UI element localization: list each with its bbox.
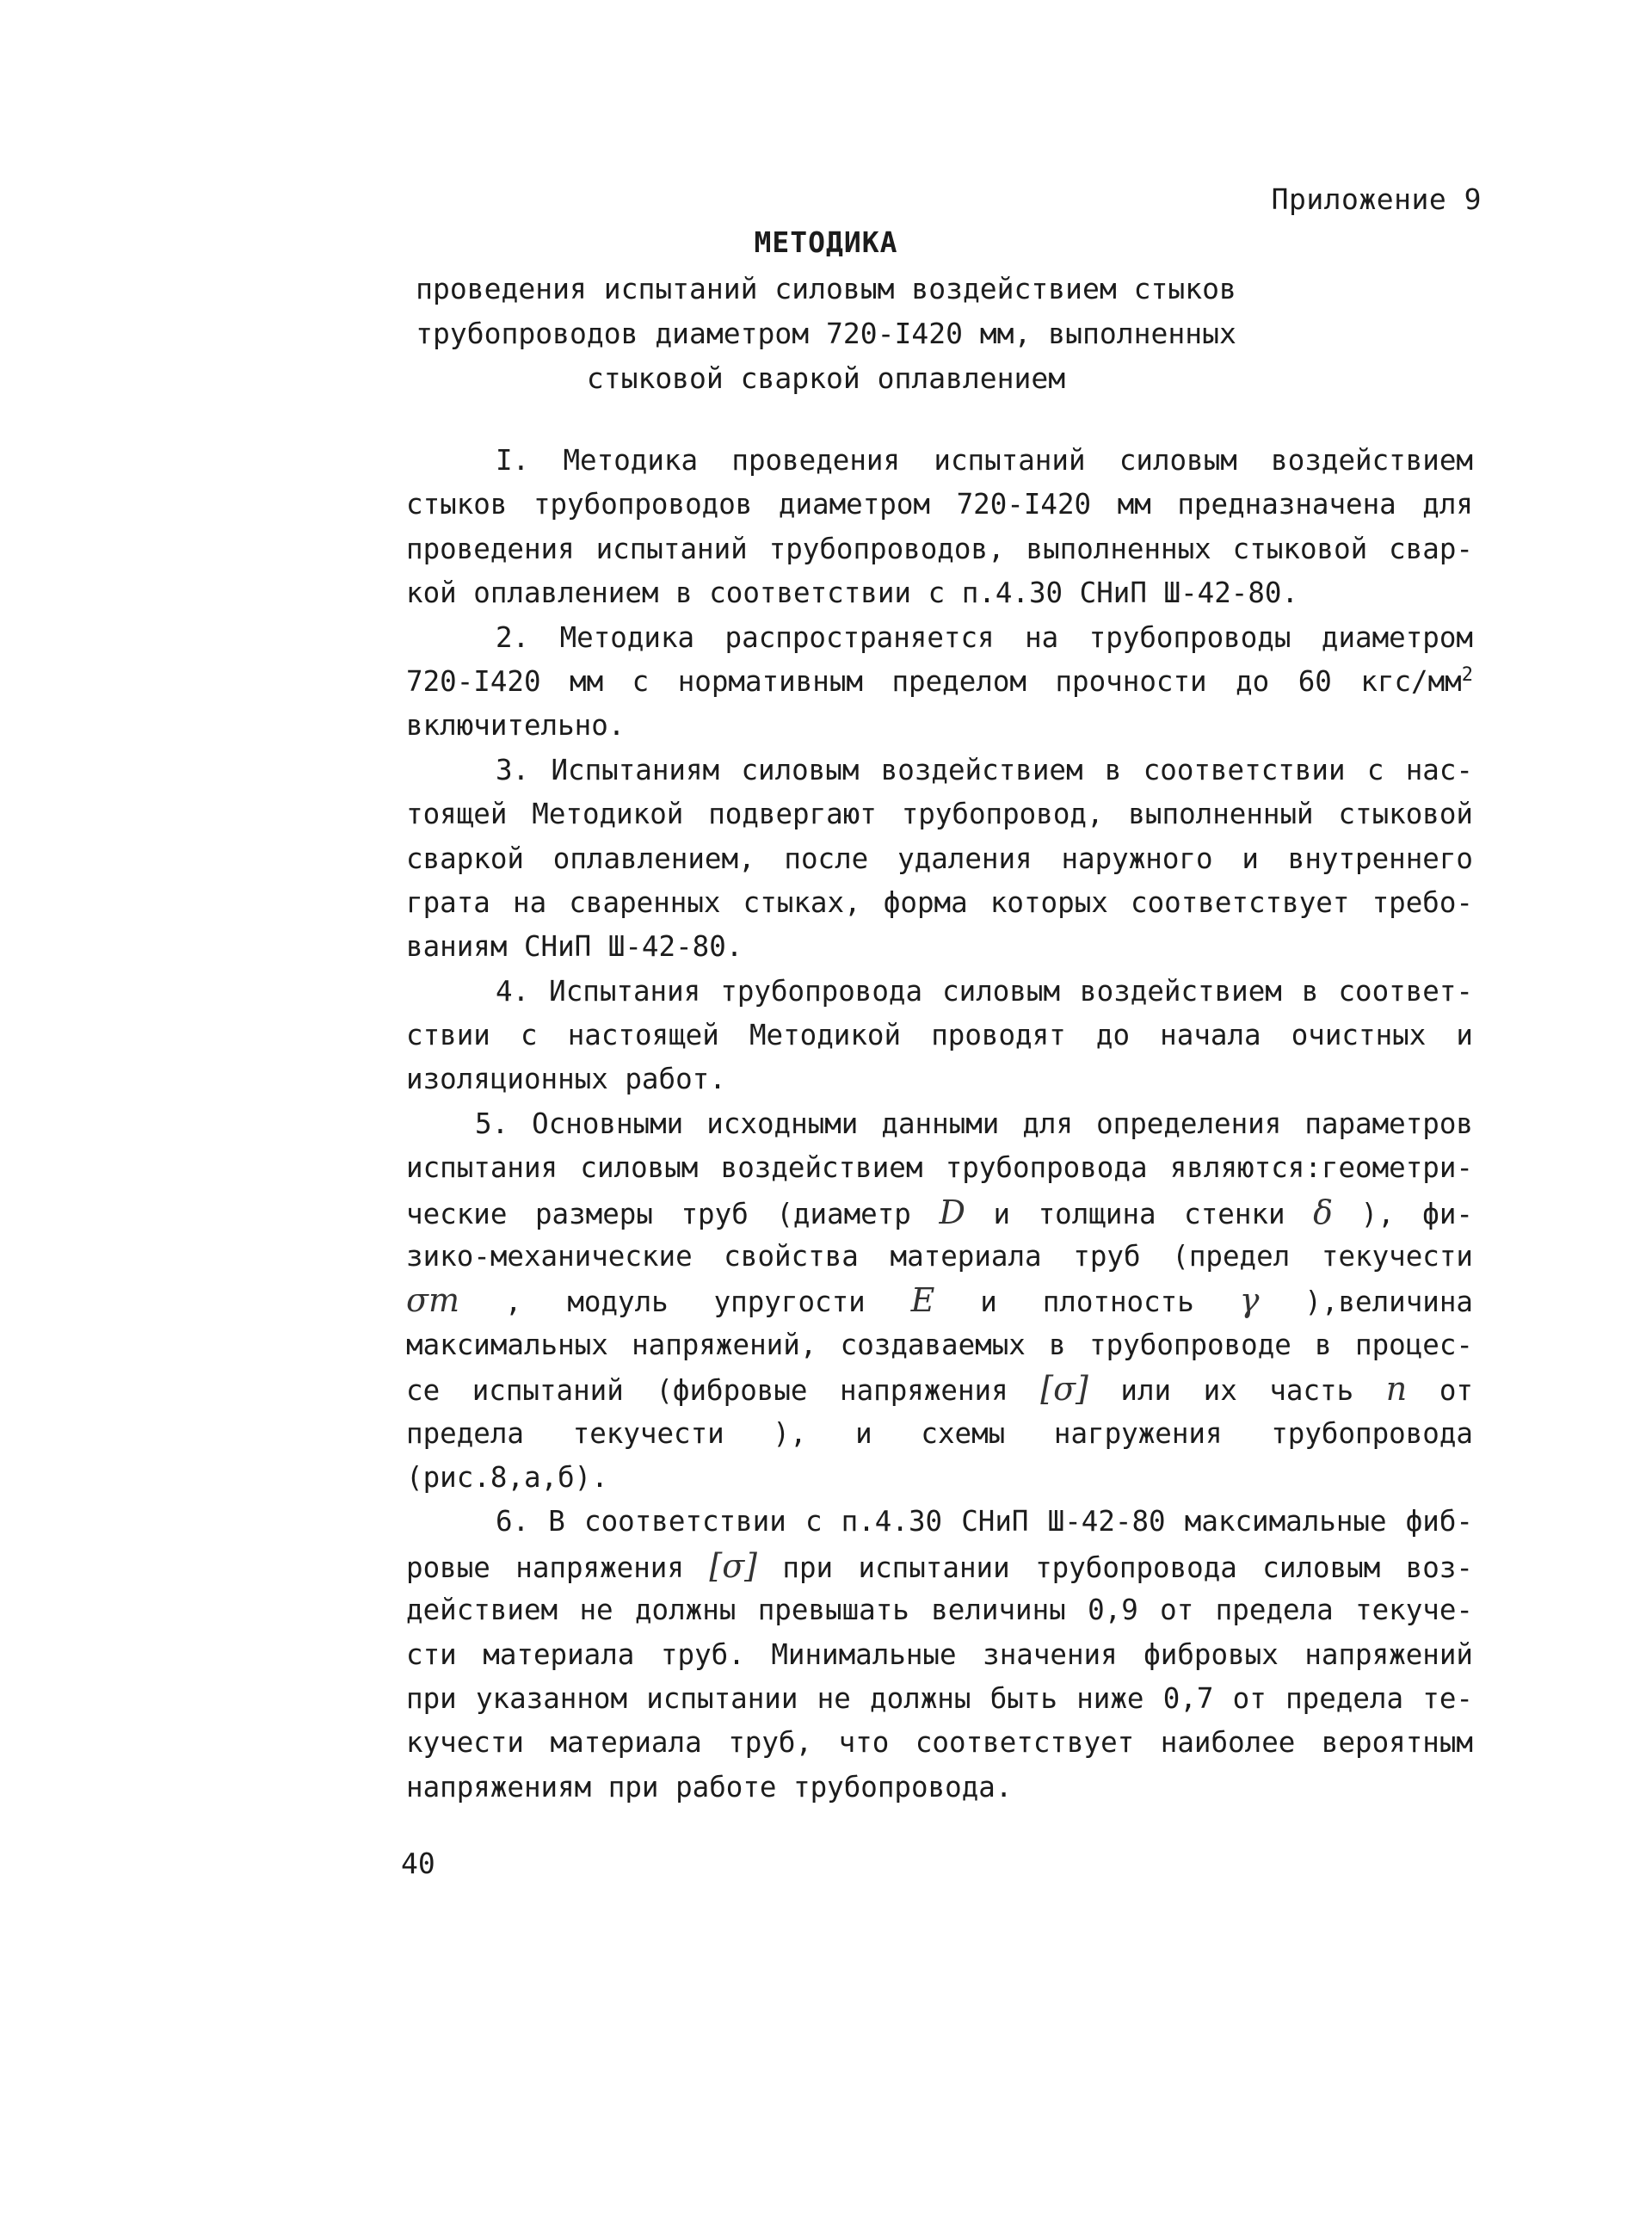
symbol-diameter: D xyxy=(939,1193,965,1231)
text-segment: ровые напряжения xyxy=(406,1551,684,1584)
symbol-fiber-stress: [σ] xyxy=(709,1546,757,1585)
text-segment: ),величина xyxy=(1304,1286,1473,1319)
text-segment: 720-I420 мм с нормативным пределом прочности до 60 кгс/мм xyxy=(406,664,1462,698)
symbol-density: γ xyxy=(1239,1281,1260,1320)
appendix-label: Приложение 9 xyxy=(1271,182,1482,216)
text-line: I. Методика проведения испытаний силовым воздействием xyxy=(496,444,1473,477)
text-line: 3. Испытаниям силовым воздействием в соответствии с нас- xyxy=(496,753,1473,786)
superscript: 2 xyxy=(1461,664,1473,687)
text-line: кой оплавлением в соответствии с п.4.30 СНиП Ш-42-80. xyxy=(406,577,1299,610)
text-line: действием не должны превышать величины 0,9 от предела текуче- xyxy=(406,1594,1473,1627)
text-line: кучести материала труб, что соответствует наиболее вероятным xyxy=(406,1726,1473,1760)
text-line: предела текучести ), и схемы нагружения трубопровода xyxy=(406,1416,1473,1450)
text-line: (рис.8,а,б). xyxy=(406,1460,608,1494)
paragraph-2 xyxy=(406,616,1473,749)
paragraph-1 xyxy=(406,439,1473,616)
text-line: включительно. xyxy=(406,709,626,743)
symbol-fraction-n: n xyxy=(1385,1370,1408,1409)
text-segment: ческие размеры труб (диаметр xyxy=(406,1197,911,1230)
text-line: тоящей Методикой подвергают трубопровод, выполненный стыковой xyxy=(406,798,1473,831)
text-segment: от xyxy=(1439,1374,1473,1408)
text-segment: и плотность xyxy=(980,1286,1194,1319)
subtitle-line: проведения испытаний силовым воздействием стыков xyxy=(416,272,1236,305)
symbol-wall-thickness: δ xyxy=(1313,1193,1334,1231)
text-line xyxy=(406,1545,1473,1588)
text-line xyxy=(406,1279,1473,1323)
page-number: 40 xyxy=(401,1847,435,1880)
document-title: МЕТОДИКА xyxy=(754,225,898,259)
text-line xyxy=(406,660,1473,704)
paragraph-3 xyxy=(406,749,1473,970)
paragraph-5 xyxy=(406,1102,1473,1501)
text-line: изоляционных работ. xyxy=(406,1063,726,1096)
text-line: 6. В соответствии с п.4.30 СНиП Ш-42-80 максимальные фиб- xyxy=(496,1505,1473,1538)
document-subtitle xyxy=(0,267,1652,401)
paragraph-4 xyxy=(406,970,1473,1102)
text-line: 5. Основными исходными данными для определения параметров xyxy=(475,1107,1473,1140)
text-line xyxy=(406,1191,1473,1235)
text-line: 2. Методика распространяется на трубопроводы диаметром xyxy=(496,620,1473,654)
text-line: стыков трубопроводов диаметром 720-I420 мм предназначена для xyxy=(406,488,1473,521)
document-body xyxy=(406,439,1473,1810)
text-segment: , модуль упругости xyxy=(504,1286,866,1319)
text-segment: и толщина стенки xyxy=(993,1197,1285,1230)
text-line: при указанном испытании не должны быть ниже 0,7 от предела те- xyxy=(406,1681,1473,1715)
text-line: сти материала труб. Минимальные значения фибровых напряжений xyxy=(406,1637,1473,1671)
text-segment: се испытаний (фибровые напряжения xyxy=(406,1374,1008,1408)
text-line: зико-механические свойства материала труб (предел текучести xyxy=(406,1240,1473,1273)
subtitle-line: трубопроводов диаметром 720-I420 мм, выполненных xyxy=(416,317,1236,350)
text-line: сваркой оплавлением, после удаления наружного и внутреннего xyxy=(406,842,1473,875)
paragraph-6 xyxy=(406,1500,1473,1810)
text-line: максимальных напряжений, создаваемых в трубопроводе в процес- xyxy=(406,1328,1473,1361)
symbol-elastic-modulus: E xyxy=(910,1281,935,1320)
text-line xyxy=(406,1367,1473,1411)
text-line: напряжениям при работе трубопровода. xyxy=(406,1770,1013,1804)
text-line: ваниям СНиП Ш-42-80. xyxy=(406,930,743,964)
symbol-fiber-stress: [σ] xyxy=(1040,1370,1088,1409)
text-segment: при испытании трубопровода силовым воз- xyxy=(782,1551,1473,1584)
subtitle-line: стыковой сваркой оплавлением xyxy=(586,361,1066,395)
text-line: проведения испытаний трубопроводов, выполненных стыковой свар- xyxy=(406,532,1473,565)
text-segment: или их часть xyxy=(1120,1374,1354,1408)
text-line: 4. Испытания трубопровода силовым воздействием в соответ- xyxy=(496,974,1473,1008)
text-segment: ), фи- xyxy=(1360,1197,1473,1230)
text-line: испытания силовым воздействием трубопровода являются:геометри- xyxy=(406,1151,1473,1185)
text-line: грата на сваренных стыках, форма которых соответствует требо- xyxy=(406,885,1473,919)
symbol-yield-strength: σт xyxy=(406,1281,459,1320)
text-line: ствии с настоящей Методикой проводят до начала очистных и xyxy=(406,1019,1473,1052)
